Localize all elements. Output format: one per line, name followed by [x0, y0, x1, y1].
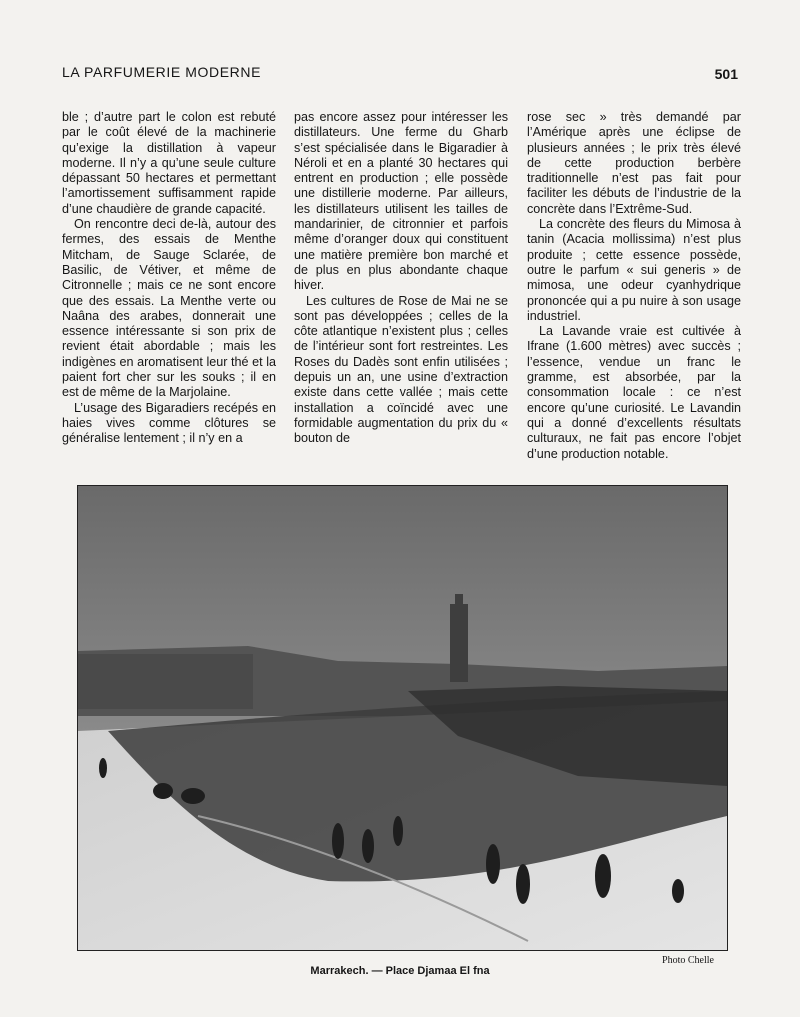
paragraph: La concrète des fleurs du Mimosa à tanin (Acacia mollissima) n’est plus produite ; cette essence possède, outre le parfum « sui generis » de mimosa, une odeur cyanhydrique prononcée qui a pu nuire à son usage industriel. [527, 217, 741, 323]
building-left [78, 654, 253, 709]
paragraph: On rencontre deci de-là, autour des fermes, des essais de Menthe Mitcham, de Sauge Sclarée, de Basilic, de Vétiver, et même de Citronnelle ; mais ce ne sont encore que des essais. La Menthe verte ou Naâna des arabes, donnerait une essence intéressante si son prix de revient était abordable ; mais les indigènes en aromatisent leur thé et la paient fort cher sur les souks ; il en est de même de la Marjolaine. [62, 217, 276, 400]
figure-caption: Marrakech. — Place Djamaa El fna [310, 965, 490, 977]
photo-illustration [78, 486, 727, 950]
page-number: 501 [714, 66, 738, 82]
text-column-2 [294, 110, 508, 447]
paragraph: rose sec » très demandé par l’Amérique après une éclipse de plusieurs années ; le prix très élevé de cette production berbère traditionnelle n’est pas fait pour faciliter les débuts de l’industrie de la concrète dans l’Extrême-Sud. [527, 110, 741, 216]
koutoubia-minaret [450, 604, 468, 682]
photo-credit: Photo Chelle [662, 955, 714, 966]
photograph-marrakech-square [77, 485, 728, 951]
paragraph: La Lavande vraie est cultivée à Ifrane (1.600 mètres) avec succès ; l’essence, vendue un franc le gramme, est absorbée, par la consommation locale : ce n’est encore qu’une curiosité. Le Lavandin qui a donné d’excellents résultats culturaux, ne fait pas encore l’objet d’une production notable. [527, 324, 741, 461]
minaret-lantern [455, 594, 463, 606]
paragraph: pas encore assez pour intéresser les distillateurs. Une ferme du Gharb s’est spécialisée dans le Bigaradier à Néroli et en a planté 30 hectares qui entrent en production ; elle possède une distillerie moderne. Par ailleurs, les distillateurs utilisent les tailles de mandarinier, de citronnier et parfois même d’oranger doux qui constituent une matière première bon marché et de plus en plus abondante chaque hiver. [294, 110, 508, 293]
paragraph: L’usage des Bigaradiers recépés en haies vives comme clôtures se généralise lentement ; il n’y en a [62, 400, 276, 446]
text-column-1 [62, 110, 276, 447]
paragraph: ble ; d’autre part le colon est rebuté par le coût élevé de la machinerie qu’exige la distillation à vapeur moderne. Il n’y a qu’une seule culture dépassant 50 hectares et permettant l’amortissement suffisamment rapide d’une chaudière de grande capacité. [62, 110, 276, 216]
paragraph: Les cultures de Rose de Mai ne se sont pas développées ; celles de la côte atlantique n’existent plus ; celles de l’intérieur sont fort restreintes. Les Roses du Dadès sont enfin utilisées ; depuis un an, une usine d’extraction existe dans cette vallée ; mais cette installation a coïncidé avec une formidable augmentation du prix du « bouton de [294, 293, 508, 446]
text-column-3 [527, 110, 741, 462]
running-header: LA PARFUMERIE MODERNE [62, 64, 262, 80]
